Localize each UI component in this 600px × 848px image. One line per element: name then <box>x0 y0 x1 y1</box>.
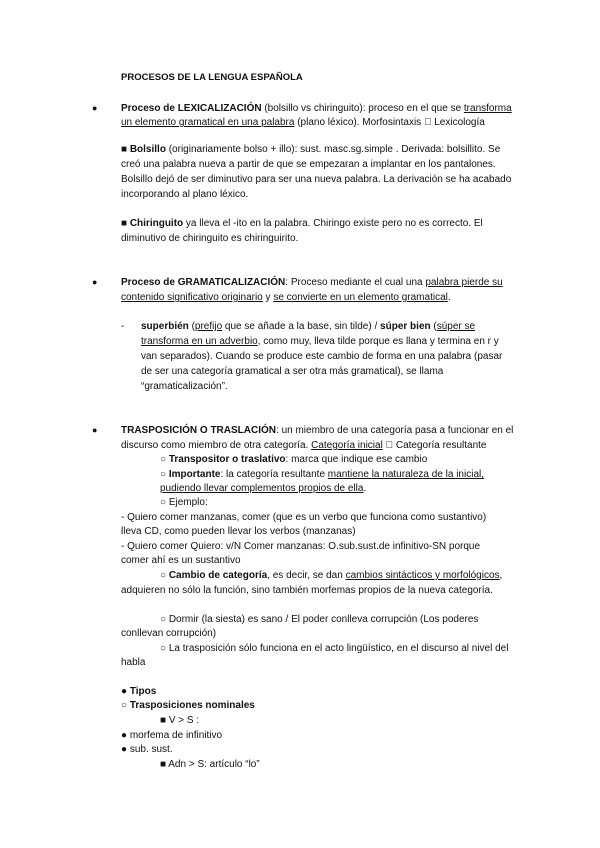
lex-underline: transforma <box>463 103 512 114</box>
v-s-line: ■ V > S : <box>160 715 200 726</box>
dormir-line-2: conllevan corrupción) <box>121 628 217 639</box>
chiringuito-line-1 <box>121 218 483 230</box>
gram-text: : Proceso mediante el cual una <box>285 277 426 288</box>
term: Trasposiciones nominales <box>129 700 255 711</box>
super-bien-term: súper bien <box>380 321 431 332</box>
lex-heading: Proceso de LEXICALIZACIÓN <box>121 103 262 114</box>
superbien-line-4: de ser una categoría gramatical a ser otra más gramatical), se llama <box>141 366 444 377</box>
lex-underline: un elemento gramatical en una palabra <box>121 117 295 128</box>
bullet-icon: ● <box>92 425 98 435</box>
term: Tipos <box>129 686 157 697</box>
cambio-line-1 <box>160 570 502 582</box>
morfema-line: ● morfema de infinitivo <box>121 730 223 741</box>
gram-heading: Proceso de GRAMATICALIZACIÓN <box>121 277 286 288</box>
text: : un miembro de una categoría pasa a funcionar en el <box>276 425 514 436</box>
trasposicion-line-1: ○ La trasposición sólo funciona en el acto lingüístico, en el discurso al nivel del <box>160 643 509 654</box>
text: . <box>363 483 367 494</box>
underline: pudiendo llevar complementos propios de ella <box>160 483 364 494</box>
lex-line-2 <box>121 117 485 129</box>
text: : marca que indique ese cambio <box>285 454 428 465</box>
circle-bullet-icon: ○ <box>160 469 169 480</box>
gram-line-2 <box>121 292 451 304</box>
underline: transforma en un adverbio <box>141 336 258 347</box>
tipos-line <box>121 686 156 698</box>
chiringuito-line-2: diminutivo de chiringuito es chiringuirito. <box>121 233 299 244</box>
tras-line-1 <box>121 425 513 437</box>
superbien-term: superbién <box>141 321 189 332</box>
superbien-line-2 <box>141 336 499 348</box>
dash-bullet: - <box>121 321 125 332</box>
superbien-line-1 <box>141 321 475 333</box>
gram-underline: se convierte en un elemento gramatical <box>273 292 448 303</box>
term: Importante <box>168 469 221 480</box>
superbien-line-3: van separados). Cuando se produce este cambio de forma en una palabra (pasar <box>141 351 503 362</box>
tras-line-2 <box>121 440 486 452</box>
example-line-4: comer ahí es un sustantivo <box>121 555 241 566</box>
text: ( <box>430 321 437 332</box>
gram-text: y <box>262 292 274 303</box>
sub-sust-line: ● sub. sust. <box>121 744 173 755</box>
underline: cambios sintácticos y morfológicos <box>345 570 500 581</box>
text:   Categoría resultante <box>382 440 487 451</box>
ejemplo-line: ○ Ejemplo: <box>160 497 208 508</box>
gram-line-1 <box>121 277 503 289</box>
bullet-icon: ● <box>92 277 98 287</box>
bolsillo-line-4: incorporando al plano léxico. <box>121 189 249 200</box>
importante-line-1 <box>160 469 484 481</box>
gram-underline: palabra pierde su <box>425 277 503 288</box>
text: ( <box>188 321 195 332</box>
tras-heading: TRASPOSICIÓN O TRASLACIÓN <box>121 425 277 436</box>
text: , es decir, se dan <box>267 570 346 581</box>
bolsillo-line-2: creó una palabra nueva a partir de que se empezaran a implantar en los pantalones. <box>121 159 496 170</box>
bullet-icon: ● <box>92 103 98 113</box>
circle-bullet-icon: ○ <box>160 454 169 465</box>
chiringuito-text: ya lleva el -ito en la palabra. Chiringo existe pero no es correcto. El <box>183 218 483 229</box>
underline: mantiene la naturaleza de la inicial, <box>327 469 485 480</box>
chiringuito-term: Chiringuito <box>129 218 184 229</box>
page-title: PROCESOS DE LA LENGUA ESPAÑOLA <box>121 72 303 83</box>
lex-text: (bolsillo vs chiringuito): proceso en el que se <box>261 103 464 114</box>
bolsillo-text: (originariamente bolso + illo): sust. masc.sg.simple . Derivada: bolsillito. Se <box>165 144 501 155</box>
text: , <box>499 570 503 581</box>
circle-bullet-icon: ○ <box>160 570 169 581</box>
underline: súper se <box>436 321 476 332</box>
text: , como muy, lleva tilde porque es llana y termina en r y <box>257 336 499 347</box>
gram-text: . <box>447 292 451 303</box>
text: que se añade a la base, sin tilde) / <box>222 321 381 332</box>
example-line-3: - Quiero comer Quiero: v/N Comer manzanas: O.sub.sust.de infinitivo-SN porque <box>121 541 481 552</box>
circle-bullet-icon: ○ <box>121 700 130 711</box>
text: : la categoría resultante <box>220 469 328 480</box>
lex-line-1 <box>121 103 512 115</box>
square-bullet-icon: ■ <box>121 144 130 155</box>
bolsillo-line-3: Bolsillo dejó de ser diminutivo para ser una nueva palabra. La derivación se ha acabado <box>121 174 512 185</box>
adn-s-line: ■ Adn > S: artículo “lo” <box>160 759 260 770</box>
lex-text: (plano léxico). Morfosintaxis   Lexicología <box>294 117 485 128</box>
trasposicion-line-2: habla <box>121 657 146 668</box>
gram-underline: contenido significativo originario <box>121 292 263 303</box>
cambio-line-2: adquieren no sólo la función, sino también morfemas propios de la nueva categoría. <box>121 585 493 596</box>
term: Cambio de categoría <box>168 570 268 581</box>
dormir-line-1: ○ Dormir (la siesta) es sano / El poder conlleva corrupción (Los poderes <box>160 614 479 625</box>
example-line-1: - Quiero comer manzanas, comer (que es un verbo que funciona como sustantivo) <box>121 512 487 523</box>
bolsillo-term: Bolsillo <box>129 144 166 155</box>
underline: Categoría inicial <box>311 440 383 451</box>
transpositor-line <box>160 454 427 466</box>
importante-line-2 <box>160 483 366 495</box>
example-line-2: lleva CD, como pueden llevar los verbos (manzanas) <box>121 526 356 537</box>
term: Transpositor o traslativo <box>168 454 286 465</box>
text: discurso como miembro de otra categoría. <box>121 440 312 451</box>
square-bullet-icon: ■ <box>121 218 130 229</box>
superbien-line-5: “gramaticalización”. <box>141 381 228 392</box>
underline: prefijo <box>194 321 223 332</box>
trasposiciones-line <box>121 700 255 712</box>
bullet-icon: ● <box>121 686 130 697</box>
bolsillo-line-1 <box>121 144 500 156</box>
